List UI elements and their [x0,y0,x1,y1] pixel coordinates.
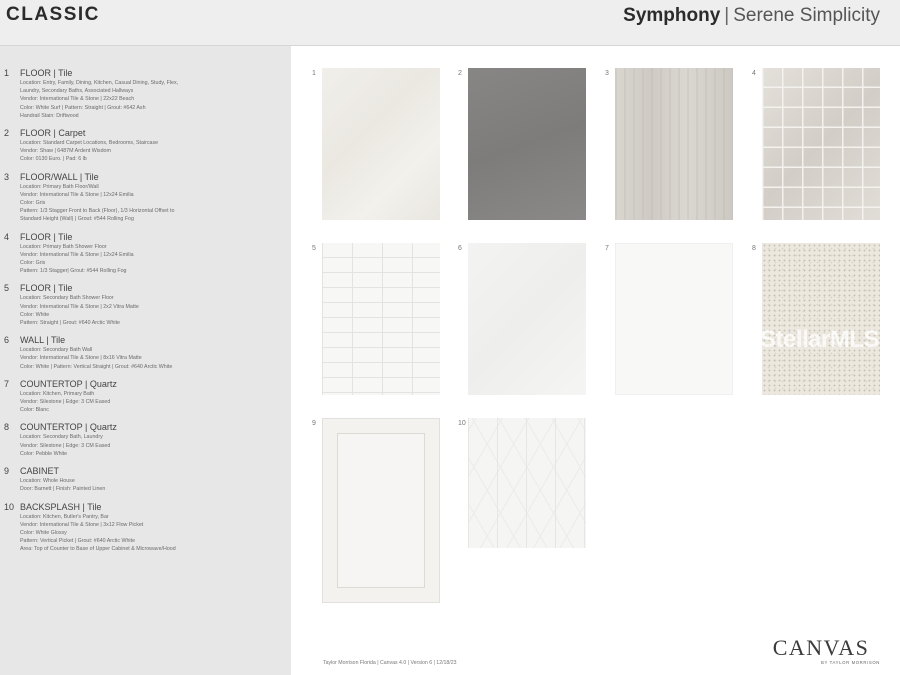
logo-wordmark: CANVAS [772,635,870,660]
spec-detail-line: Location: Whole House [20,478,75,485]
swatch-cell-3 [593,60,741,220]
spec-detail-line: Color: Gris [20,200,46,207]
spec-detail-line: Location: Secondary Bath, Laundry [20,434,103,441]
swatch-cell-4 [740,60,888,220]
swatch-emilia-gris-tile [615,68,733,220]
spec-detail-line: Handrail Stain: Driftwood [20,112,79,119]
spec-detail-line: Vendor: International Tile & Stone | 8x16 Vitra Matte [20,355,142,362]
spec-detail-line: Color: White Glossy [20,529,67,536]
spec-title: FLOOR | Tile [20,231,73,242]
swatch-cell-9 [300,410,448,605]
spec-detail-line: Location: Secondary Bath Wall [20,347,93,354]
spec-title: BACKSPLASH | Tile [20,501,102,512]
mls-watermark: StellarMLS [760,326,880,353]
canvas-logo [760,636,882,670]
swatch-barnett-painted-linen [322,418,440,603]
spec-detail-line: Color: Pebble White [20,450,68,457]
spec-title: COUNTERTOP | Quartz [20,378,117,389]
swatch-vitra-matte-white-8x16 [468,243,586,395]
swatch-cell-2 [446,60,594,220]
spec-detail-line: Vendor: International Tile & Stone | 3x12 Flow Picket [20,521,144,528]
swatch-flow-picket-white-glossy [468,418,586,548]
spec-detail-line: Location: Secondary Bath Shower Floor [20,295,114,302]
spec-item [0,335,291,371]
swatch-cell-10 [446,410,594,605]
spec-detail-line: Pattern: 1/3 Stagger| Grout: #544 Rolling Fog [20,268,127,275]
spec-number: 3 [4,171,10,182]
spec-detail-line: Color: White [20,311,50,318]
spec-detail-line: Color: 0130 Euro. | Pad: 6 lb [20,156,87,163]
swatch-number: 7 [605,245,609,252]
spec-detail-line: Location: Standard Carpet Locations, Bedrooms, Staircase [20,140,159,147]
spec-item [0,68,291,120]
spec-item [0,466,291,493]
title-separator: | [724,5,730,26]
spec-number: 10 [4,501,15,512]
collection-title [623,5,880,27]
spec-detail-line: Laundry, Secondary Baths, Associated Hallways [20,88,134,95]
footer-version-text: Taylor Morrison Florida | Canvas 4.0 | Version 6 | 12/18/23 [323,660,457,666]
swatch-vitra-matte-white-2x2 [322,243,440,395]
spec-detail-line: Vendor: International Tile & Stone | 2x2 Vitra Matte [20,303,139,310]
swatch-number: 1 [312,70,316,77]
spec-detail-line: Location: Kitchen, Primary Bath [20,390,95,397]
spec-title: CABINET [20,466,60,477]
spec-detail-line: Color: White Surf | Pattern: Straight | Grout: #642 Ash [20,104,146,111]
spec-detail-line: Vendor: International Tile & Stone | 12x24 Emilia [20,191,134,198]
swatch-number: 2 [458,70,462,77]
spec-detail-line: Pattern: Straight | Grout: #640 Arctic White [20,320,121,327]
spec-item [0,172,291,224]
swatch-cell-6 [446,235,594,395]
spec-detail-line: Location: Primary Bath Shower Floor [20,243,107,250]
spec-detail-line: Location: Primary Bath Floor/Wall [20,183,99,190]
swatch-beach-white-surf-tile [322,68,440,220]
spec-number: 9 [4,466,10,477]
spec-detail-line: Area: Top of Counter to Base of Upper Cabinet & Microwave/Hood [20,546,176,553]
spec-item [0,232,291,276]
swatch-number: 9 [312,420,316,427]
swatch-silestone-blanc [615,243,733,395]
swatch-cell-8 [740,235,888,395]
spec-title: COUNTERTOP | Quartz [20,422,117,433]
logo-tagline: BY TAYLOR MORRISON [821,660,880,665]
swatch-number: 5 [312,245,316,252]
spec-title: WALL | Tile [20,335,66,346]
spec-detail-line: Color: Gris [20,260,46,267]
spec-detail-line: Location: Kitchen, Butler's Pantry, Bar [20,513,109,520]
swatch-number: 8 [752,245,756,252]
spec-number: 4 [4,231,10,242]
collection-name: Symphony [623,5,721,26]
swatch-number: 4 [752,70,756,77]
swatch-number: 10 [458,420,466,427]
spec-title: FLOOR | Tile [20,68,73,78]
specifications-list [0,68,291,554]
swatch-emilia-gris-mosaic [762,68,880,220]
spec-item [0,283,291,327]
cabinet-door-panel [337,433,425,588]
spec-number: 7 [4,378,10,389]
swatch-number: 3 [605,70,609,77]
spec-title: FLOOR | Tile [20,283,73,294]
spec-item [0,128,291,164]
spec-detail-line: Color: White | Pattern: Vertical Straight | Grout: #640 Arctic White [20,363,173,370]
spec-detail-line: Vendor: Shaw | 6487M Ardent Wisdom [20,148,111,155]
swatch-cell-5 [300,235,448,395]
collection-theme: Serene Simplicity [733,5,880,26]
spec-number: 6 [4,335,10,346]
spec-detail-line: Pattern: 1/3 Stagger Front to Back (Floor), 1/3 Horizontal Offset to [20,208,175,215]
spec-title: FLOOR | Carpet [20,128,86,139]
spec-number: 8 [4,422,10,433]
page-header [0,0,900,46]
spec-detail-line: Pattern: Vertical Picket | Grout: #640 Arctic White [20,538,136,545]
brand-title: CLASSIC [6,4,100,25]
spec-number: 1 [4,68,10,78]
spec-detail-line: Door: Barnett | Finish: Painted Linen [20,486,106,493]
swatch-cell-1 [300,60,448,220]
spec-detail-line: Vendor: International Tile & Stone | 12x24 Emilia [20,251,134,258]
spec-title: FLOOR/WALL | Tile [20,171,99,182]
swatch-number: 6 [458,245,462,252]
swatch-cell-7 [593,235,741,395]
spec-number: 5 [4,283,10,294]
spec-item [0,502,291,554]
spec-detail-line: Location: Entry, Family, Dining, Kitchen, Casual Dining, Study, Flex, [20,80,179,86]
spec-detail-line: Standard Height (Wall) | Grout: #544 Rolling Fog [20,216,134,223]
spec-item [0,379,291,415]
spec-item [0,422,291,458]
swatch-ardent-wisdom-carpet [468,68,586,220]
spec-number: 2 [4,128,10,139]
specifications-sidebar [0,46,291,675]
swatch-silestone-pebble-white [762,243,880,395]
spec-detail-line: Vendor: Silestone | Edge: 3 CM Eased [20,442,111,449]
spec-detail-line: Color: Blanc [20,407,49,414]
spec-detail-line: Vendor: Silestone | Edge: 3 CM Eased [20,399,111,406]
spec-detail-line: Vendor: International Tile & Stone | 22x22 Beach [20,96,135,103]
